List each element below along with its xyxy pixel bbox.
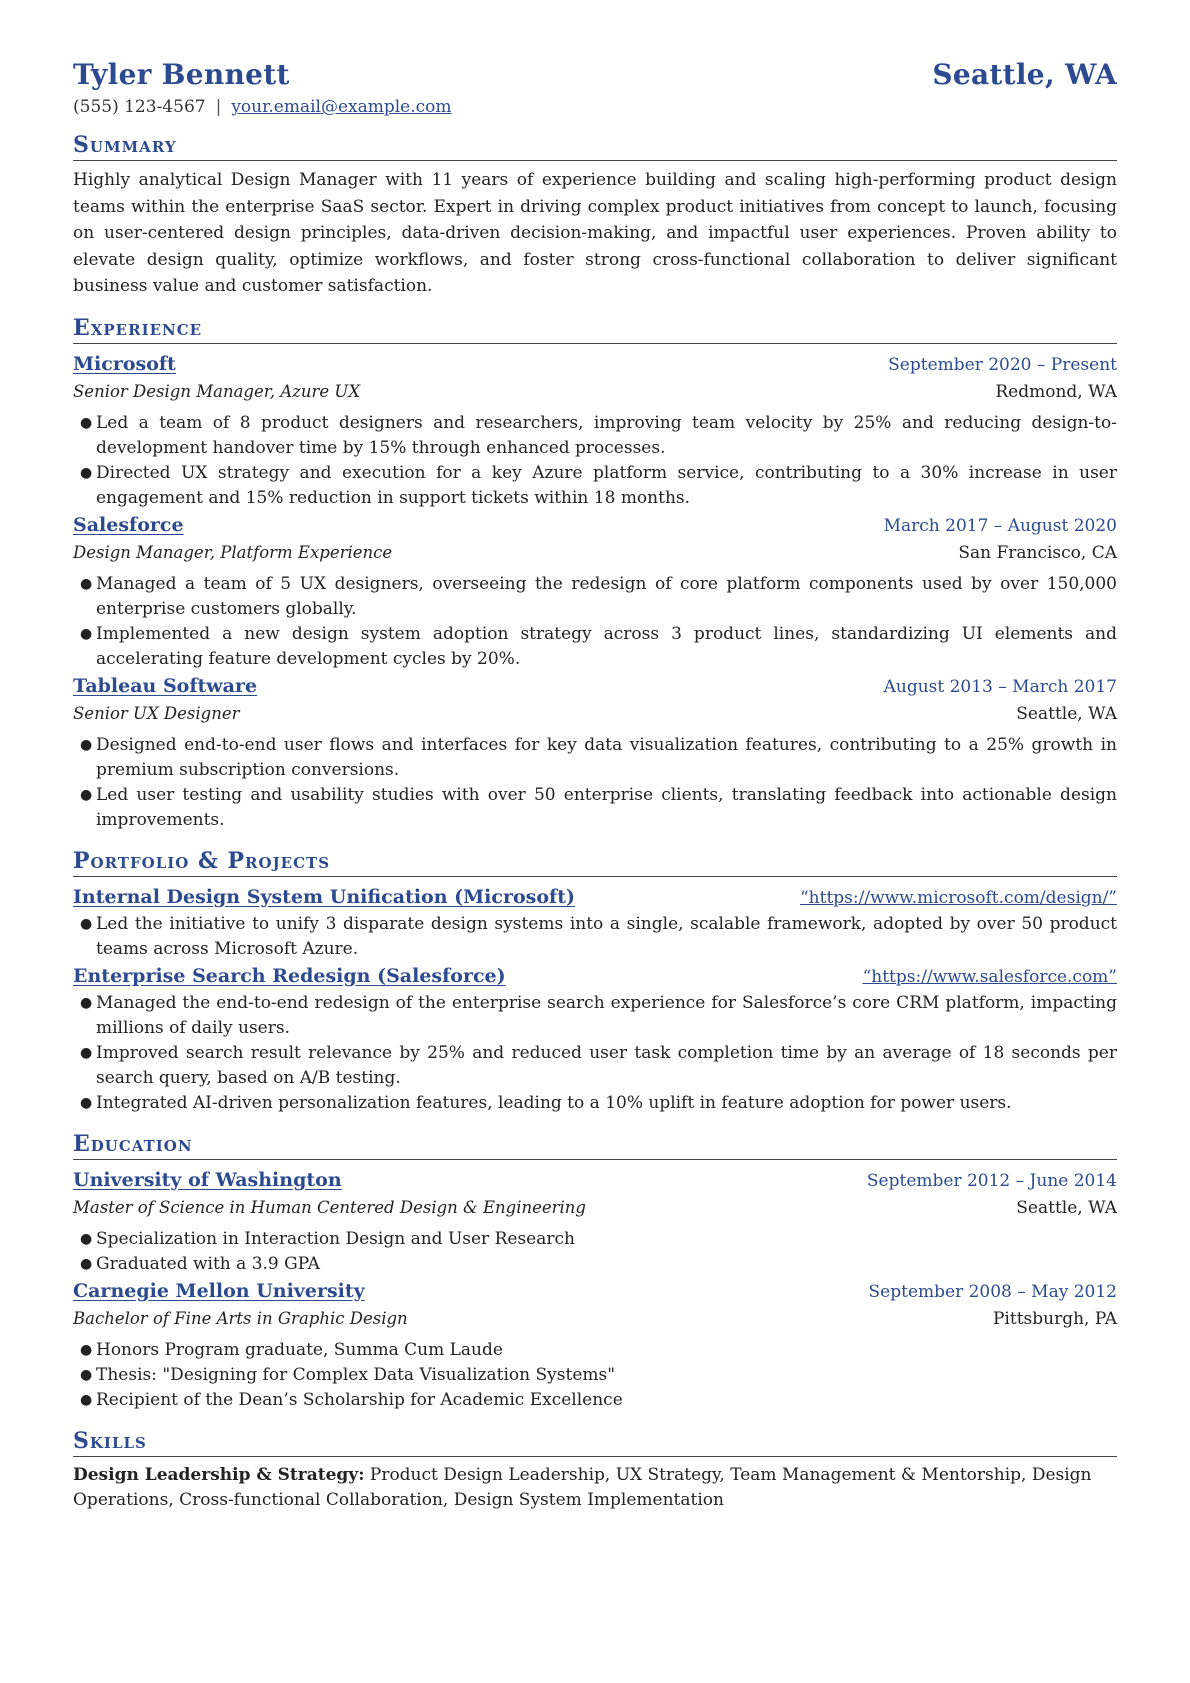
bullet-item [80, 733, 1117, 783]
bullet-icon: ● [80, 414, 93, 431]
education-dates: September 2008 – May 2012 [868, 1281, 1117, 1302]
project-name[interactable]: Internal Design System Unification (Microsoft) [73, 885, 575, 908]
bullet-icon: ● [80, 575, 93, 592]
header [73, 58, 1117, 91]
skills-label: Design Leadership & Strategy: [73, 1464, 365, 1485]
bullet-text: Led a team of 8 product designers and researchers, improving team velocity by 25% and reducing design-to-development handover time by 15% through enhanced processes. [96, 412, 1117, 458]
bullet-icon: ● [80, 1094, 93, 1111]
bullet-item [80, 912, 1117, 962]
school-name[interactable]: University of Washington [73, 1168, 342, 1191]
bullet-list [73, 1227, 1117, 1277]
job-location: San Francisco, CA [958, 542, 1117, 563]
bullet-text: Implemented a new design system adoption strategy across 3 product lines, standardizing UI elements and accelerating feature development cycles by 20%. [96, 623, 1117, 669]
bullet-text: Specialization in Interaction Design and User Research [96, 1228, 575, 1249]
bullet-list [73, 572, 1117, 672]
company-name[interactable]: Microsoft [73, 352, 176, 375]
bullet-item [80, 1252, 1117, 1277]
bullet-item [80, 1363, 1117, 1388]
section-title-experience: Experience [73, 314, 1117, 344]
education-entry [73, 1277, 1117, 1413]
project-name[interactable]: Enterprise Search Redesign (Salesforce) [73, 964, 506, 987]
projects-section [73, 847, 1117, 1116]
bullet-item [80, 1041, 1117, 1091]
section-title-summary: Summary [73, 131, 1117, 161]
bullet-item [80, 1091, 1117, 1116]
bullet-list [73, 991, 1117, 1116]
summary-section [73, 131, 1117, 300]
bullet-text: Integrated AI-driven personalization features, leading to a 10% uplift in feature adoption for power users. [96, 1092, 1012, 1113]
job-dates: August 2013 – March 2017 [883, 676, 1117, 697]
job-role: Senior UX Designer [73, 703, 240, 723]
school-location: Seattle, WA [1016, 1197, 1117, 1218]
bullet-icon: ● [80, 1230, 93, 1247]
education-entry [73, 1166, 1117, 1277]
bullet-item [80, 1227, 1117, 1252]
bullet-text: Led user testing and usability studies with over 50 enterprise clients, translating feedback into actionable design improvements. [96, 784, 1117, 830]
experience-section [73, 314, 1117, 833]
section-title-skills: Skills [73, 1427, 1117, 1457]
candidate-name: Tyler Bennett [73, 58, 290, 91]
degree-name: Master of Science in Human Centered Design & Engineering [73, 1197, 586, 1217]
school-location: Pittsburgh, PA [992, 1308, 1117, 1329]
job-role: Senior Design Manager, Azure UX [73, 381, 361, 401]
company-name[interactable]: Tableau Software [73, 674, 258, 697]
email-link[interactable]: your.email@example.com [231, 97, 452, 117]
contact-line [73, 97, 1117, 117]
bullet-text: Directed UX strategy and execution for a key Azure platform service, contributing to a 30% increase in user engagement and 15% reduction in support tickets within 18 months. [96, 462, 1117, 508]
bullet-item [80, 783, 1117, 833]
bullet-item [80, 1338, 1117, 1363]
phone-number: (555) 123-4567 [73, 97, 206, 117]
job-location: Redmond, WA [995, 381, 1117, 402]
bullet-item [80, 411, 1117, 461]
skills-line [73, 1463, 1117, 1513]
bullet-list [73, 733, 1117, 833]
project-entry [73, 962, 1117, 1116]
bullet-icon: ● [80, 736, 93, 753]
bullet-text: Graduated with a 3.9 GPA [96, 1253, 320, 1274]
project-entry [73, 883, 1117, 962]
education-section [73, 1130, 1117, 1413]
bullet-text: Led the initiative to unify 3 disparate design systems into a single, scalable framework, adopted by over 50 product teams across Microsoft Azure. [96, 913, 1117, 959]
bullet-icon: ● [80, 1341, 93, 1358]
bullet-text: Improved search result relevance by 25% and reduced user task completion time by an average of 18 seconds per search query, based on A/B testing. [96, 1042, 1117, 1088]
bullet-text: Honors Program graduate, Summa Cum Laude [96, 1339, 503, 1360]
bullet-list [73, 1338, 1117, 1413]
job-dates: September 2020 – Present [888, 354, 1117, 375]
bullet-icon: ● [80, 1366, 93, 1383]
project-link[interactable]: “https://www.salesforce.com” [862, 966, 1117, 987]
bullet-item [80, 461, 1117, 511]
bullet-list [73, 912, 1117, 962]
job-location: Seattle, WA [1016, 703, 1117, 724]
experience-entry [73, 350, 1117, 511]
bullet-icon: ● [80, 1044, 93, 1061]
job-role: Design Manager, Platform Experience [73, 542, 393, 562]
education-dates: September 2012 – June 2014 [866, 1170, 1117, 1191]
job-dates: March 2017 – August 2020 [883, 515, 1117, 536]
bullet-icon: ● [80, 994, 93, 1011]
bullet-item [80, 572, 1117, 622]
skills-section [73, 1427, 1117, 1513]
experience-entry [73, 672, 1117, 833]
bullet-text: Thesis: "Designing for Complex Data Visualization Systems" [96, 1364, 616, 1385]
bullet-text: Managed the end-to-end redesign of the enterprise search experience for Salesforce’s core CRM platform, impacting millions of daily users. [96, 992, 1117, 1038]
bullet-icon: ● [80, 1255, 93, 1272]
bullet-list [73, 411, 1117, 511]
bullet-icon: ● [80, 786, 93, 803]
contact-separator: | [215, 97, 222, 117]
bullet-item [80, 1388, 1117, 1413]
degree-name: Bachelor of Fine Arts in Graphic Design [73, 1308, 408, 1328]
bullet-icon: ● [80, 1391, 93, 1408]
skills-text: Product Design Leadership, UX Strategy, Team Management & Mentorship, Design Operations, Cross-functional Collaboration, Design System Implementation [73, 1464, 1092, 1510]
section-title-education: Education [73, 1130, 1117, 1160]
company-name[interactable]: Salesforce [73, 513, 184, 536]
bullet-icon: ● [80, 915, 93, 932]
bullet-text: Managed a team of 5 UX designers, overseeing the redesign of core platform components used by over 150,000 enterprise customers globally. [96, 573, 1117, 619]
summary-text: Highly analytical Design Manager with 11 years of experience building and scaling high-performing product design teams within the enterprise SaaS sector. Expert in driving complex product initiatives from concept to launch, focusing on user-centered design principles, data-driven decision-making, and impactful user experiences. Proven ability to elevate design quality, optimize workflows, and foster strong cross-functional collaboration to deliver significant business value and customer satisfaction. [73, 170, 1117, 296]
section-title-projects: Portfolio & Projects [73, 847, 1117, 877]
school-name[interactable]: Carnegie Mellon University [73, 1279, 365, 1302]
bullet-icon: ● [80, 625, 93, 642]
bullet-icon: ● [80, 464, 93, 481]
experience-entry [73, 511, 1117, 672]
candidate-location: Seattle, WA [932, 58, 1117, 91]
project-link[interactable]: “https://www.microsoft.com/design/” [799, 887, 1117, 908]
bullet-text: Designed end-to-end user flows and interfaces for key data visualization features, contributing to a 25% growth in premium subscription conversions. [96, 734, 1117, 780]
bullet-text: Recipient of the Dean’s Scholarship for Academic Excellence [96, 1389, 623, 1410]
bullet-item [80, 622, 1117, 672]
bullet-item [80, 991, 1117, 1041]
